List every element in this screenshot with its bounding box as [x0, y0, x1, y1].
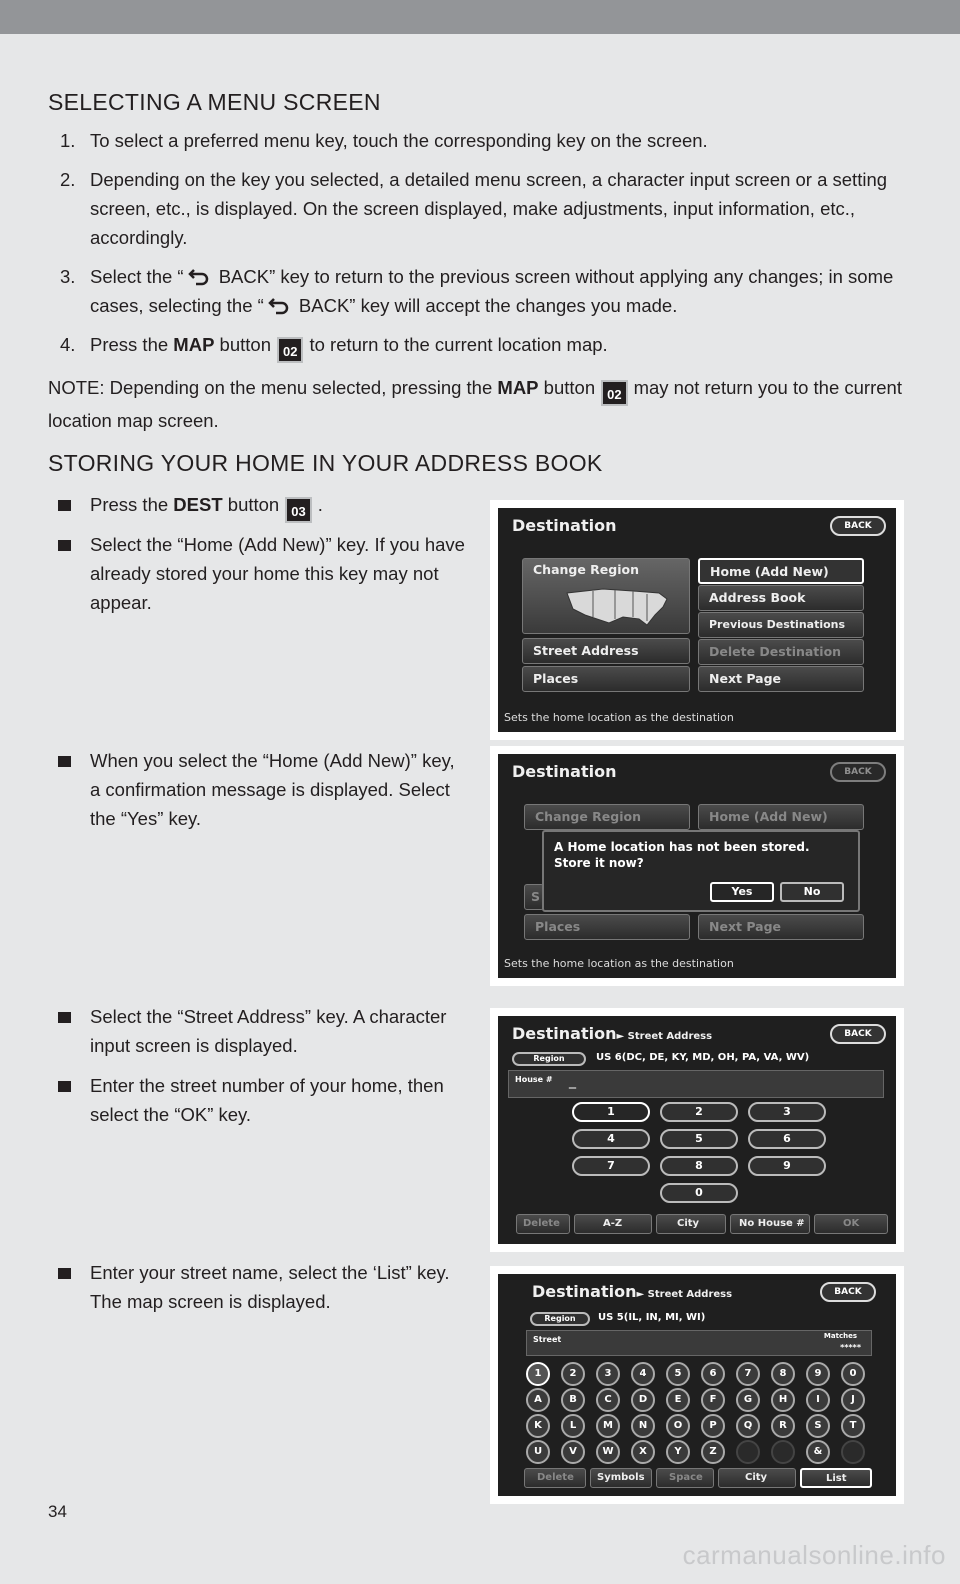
step-text: To select a preferred menu key, touch the corresponding key on the screen. — [90, 130, 708, 151]
screen-title — [532, 1282, 732, 1301]
field-label: Street — [533, 1335, 562, 1344]
bullet-street-name — [48, 1258, 468, 1316]
back-button[interactable]: BACK — [830, 1024, 886, 1044]
char-key-9[interactable]: 9 — [806, 1362, 830, 1386]
screenshot-street-name-entry — [490, 1266, 904, 1504]
bullet-house-number — [48, 1071, 468, 1129]
status-line: Sets the home location as the destination — [504, 711, 734, 724]
places-key: Places — [524, 914, 690, 940]
char-key-E[interactable]: E — [666, 1388, 690, 1412]
matches-value: ***** — [840, 1343, 861, 1352]
dest-key-label: DEST — [173, 494, 223, 515]
screen-title: Destination — [512, 516, 617, 535]
delete-destination-key[interactable]: Delete Destination — [698, 639, 864, 665]
char-key-H[interactable]: H — [771, 1388, 795, 1412]
char-key-L[interactable]: L — [561, 1414, 585, 1438]
char-key-Z[interactable]: Z — [701, 1440, 725, 1464]
step-2 — [48, 165, 920, 252]
watermark: carmanualsonline.info — [682, 1540, 946, 1570]
char-key-7[interactable]: 7 — [736, 1362, 760, 1386]
digit-key-5[interactable]: 5 — [660, 1129, 738, 1149]
bullet-select-home — [48, 530, 468, 617]
page-number: 34 — [48, 1502, 67, 1521]
nav-screen — [498, 1016, 896, 1244]
char-key-S[interactable]: S — [806, 1414, 830, 1438]
top-banner — [0, 0, 960, 34]
char-key-4[interactable]: 4 — [631, 1362, 655, 1386]
char-key-F[interactable]: F — [701, 1388, 725, 1412]
next-page-key: Next Page — [698, 914, 864, 940]
map-key-label: MAP — [173, 334, 215, 355]
char-key-5[interactable]: 5 — [666, 1362, 690, 1386]
symbols-key[interactable]: Symbols — [590, 1468, 652, 1488]
step-number: 3. — [60, 266, 76, 287]
button-number-badge: 02 — [601, 380, 627, 406]
no-house-number-key[interactable]: No House # — [730, 1214, 810, 1234]
region-button[interactable]: Region — [512, 1052, 586, 1066]
char-key-6[interactable]: 6 — [701, 1362, 725, 1386]
space-key[interactable]: Space — [656, 1468, 714, 1488]
step-3 — [48, 262, 920, 320]
house-number-field[interactable] — [508, 1070, 884, 1098]
button-number-badge: 03 — [285, 497, 311, 523]
region-button[interactable]: Region — [530, 1312, 590, 1326]
char-key-P[interactable]: P — [701, 1414, 725, 1438]
street-field[interactable] — [526, 1330, 872, 1356]
char-key-N[interactable]: N — [631, 1414, 655, 1438]
us-map-icon — [563, 585, 673, 629]
bullet-square — [58, 500, 71, 511]
blank-key[interactable] — [736, 1440, 760, 1464]
screen-title — [512, 1024, 712, 1043]
char-key-D[interactable]: D — [631, 1388, 655, 1412]
char-key-Q[interactable]: Q — [736, 1414, 760, 1438]
address-book-key[interactable]: Address Book — [698, 585, 864, 611]
change-region-key[interactable] — [522, 558, 690, 634]
breadcrumb: ► Street Address — [616, 1031, 713, 1042]
nav-screen — [498, 508, 896, 732]
char-key-O[interactable]: O — [666, 1414, 690, 1438]
char-key-2[interactable]: 2 — [561, 1362, 585, 1386]
section-selecting-menu — [48, 88, 920, 487]
char-key-Y[interactable]: Y — [666, 1440, 690, 1464]
char-key-X[interactable]: X — [631, 1440, 655, 1464]
no-button[interactable]: No — [780, 882, 844, 902]
section-title: SELECTING A MENU SCREEN — [48, 89, 381, 115]
bottom-bar — [524, 1468, 872, 1490]
street-address-key-partial: S — [524, 884, 544, 910]
step-number: 4. — [60, 334, 76, 355]
char-key-0[interactable]: 0 — [841, 1362, 865, 1386]
back-button[interactable]: BACK — [820, 1282, 876, 1302]
note-text: may not return you to the current location map screen. — [48, 377, 902, 431]
char-key-K[interactable]: K — [526, 1414, 550, 1438]
step-4 — [48, 330, 920, 363]
map-key-label: MAP — [497, 377, 539, 398]
screenshot-house-number-entry — [490, 1008, 904, 1252]
home-add-new-key: Home (Add New) — [698, 804, 864, 830]
section-title: STORING YOUR HOME IN YOUR ADDRESS BOOK — [48, 450, 603, 476]
digit-key-8[interactable]: 8 — [660, 1156, 738, 1176]
char-key-G[interactable]: G — [736, 1388, 760, 1412]
bullet-square — [58, 1012, 71, 1023]
step-text: BACK” key will accept the changes you made. — [293, 295, 678, 316]
back-button[interactable]: BACK — [830, 762, 886, 782]
char-key-B[interactable]: B — [561, 1388, 585, 1412]
bottom-bar — [516, 1214, 886, 1236]
bullet-text: Select the “Home (Add New)” key. If you have already stored your home this key may not appear. — [90, 534, 465, 613]
digit-key-2[interactable]: 2 — [660, 1102, 738, 1122]
city-key[interactable]: City — [718, 1468, 796, 1488]
step-number: 2. — [60, 169, 76, 190]
bullet-text: Press the — [90, 494, 174, 515]
screenshot-home-confirm — [490, 746, 904, 986]
key-label: Change Region — [533, 562, 640, 577]
bullet-square — [58, 756, 71, 767]
digit-key-3[interactable]: 3 — [748, 1102, 826, 1122]
digit-key-4[interactable]: 4 — [572, 1129, 650, 1149]
step-1 — [48, 126, 920, 155]
back-arrow-icon — [188, 266, 210, 286]
yes-button[interactable]: Yes — [710, 882, 774, 902]
dialog-message-line2: Store it now? — [554, 856, 644, 870]
delete-key[interactable]: Delete — [516, 1214, 570, 1234]
step-text: BACK” key to return to the previous screen without applying any changes; in some cases, selecting the “ — [90, 266, 894, 316]
field-label: House # — [515, 1075, 553, 1084]
char-key-U[interactable]: U — [526, 1440, 550, 1464]
bullet-square — [58, 540, 71, 551]
dialog-message-line1: A Home location has not been stored. — [554, 840, 810, 854]
places-key[interactable]: Places — [522, 666, 690, 692]
char-key-M[interactable]: M — [596, 1414, 620, 1438]
char-key-A[interactable]: A — [526, 1388, 550, 1412]
step-text: to return to the current location map. — [309, 334, 608, 355]
screenshot-destination-menu — [490, 500, 904, 740]
matches-label: Matches — [823, 1332, 857, 1340]
note-text: NOTE: Depending on the menu selected, pressing the — [48, 377, 498, 398]
home-add-new-key[interactable]: Home (Add New) — [698, 558, 864, 584]
char-key-3[interactable]: 3 — [596, 1362, 620, 1386]
field-cursor: _ — [569, 1073, 576, 1089]
bullet-text: Select the “Street Address” key. A character input screen is displayed. — [90, 1006, 447, 1056]
blank-key[interactable] — [771, 1440, 795, 1464]
ok-key[interactable]: OK — [814, 1214, 888, 1234]
back-arrow-icon — [268, 295, 290, 315]
step-text: Depending on the key you selected, a detailed menu screen, a character input screen or a setting screen, etc., is displayed. On the screen displayed, make adjustments, input information, etc., accordingly. — [90, 169, 888, 248]
change-region-key: Change Region — [524, 804, 690, 830]
bullet-text: Enter your street name, select the ‘List” key. The map screen is displayed. — [90, 1262, 450, 1312]
bullet-text: button — [222, 494, 280, 515]
title-text: Destination — [532, 1282, 637, 1301]
bullet-street-address — [48, 1002, 468, 1060]
city-key[interactable]: City — [656, 1214, 726, 1234]
nav-screen — [498, 754, 896, 978]
char-key-C[interactable]: C — [596, 1388, 620, 1412]
digit-key-0[interactable]: 0 — [660, 1183, 738, 1203]
delete-key[interactable]: Delete — [524, 1468, 586, 1488]
char-key-V[interactable]: V — [561, 1440, 585, 1464]
breadcrumb: ► Street Address — [636, 1289, 733, 1300]
list-key[interactable]: List — [800, 1468, 872, 1488]
bullet-confirm — [48, 746, 468, 833]
step-number: 1. — [60, 130, 76, 151]
bullet-square — [58, 1081, 71, 1092]
digit-key-6[interactable]: 6 — [748, 1129, 826, 1149]
bullet-text: Enter the street number of your home, then select the “OK” key. — [90, 1075, 444, 1125]
note-text: button — [538, 377, 596, 398]
char-key-W[interactable]: W — [596, 1440, 620, 1464]
street-address-key[interactable]: Street Address — [522, 638, 690, 664]
char-key-T[interactable]: T — [841, 1414, 865, 1438]
next-page-key[interactable]: Next Page — [698, 666, 864, 692]
region-value: US 6(DC, DE, KY, MD, OH, PA, VA, WV) — [596, 1052, 810, 1063]
note — [48, 373, 920, 435]
char-key-1[interactable]: 1 — [526, 1362, 550, 1386]
char-key-J[interactable]: J — [841, 1388, 865, 1412]
step-text: Select the “ — [90, 266, 184, 287]
region-value: US 5(IL, IN, MI, WI) — [598, 1312, 706, 1323]
status-line: Sets the home location as the destination — [504, 957, 734, 970]
digit-key-7[interactable]: 7 — [572, 1156, 650, 1176]
step-text: button — [214, 334, 271, 355]
char-key-I[interactable]: I — [806, 1388, 830, 1412]
title-text: Destination — [512, 1024, 617, 1043]
step-text: Press the — [90, 334, 174, 355]
digit-key-1[interactable]: 1 — [572, 1102, 650, 1122]
confirm-dialog — [542, 830, 860, 912]
char-key-8[interactable]: 8 — [771, 1362, 795, 1386]
char-key-R[interactable]: R — [771, 1414, 795, 1438]
bullet-text: When you select the “Home (Add New)” key, a confirmation message is displayed. Select the “Yes” key. — [90, 750, 455, 829]
char-key-&[interactable]: & — [806, 1440, 830, 1464]
digit-key-9[interactable]: 9 — [748, 1156, 826, 1176]
nav-screen — [498, 1274, 896, 1496]
back-button[interactable]: BACK — [830, 516, 886, 536]
a-z-key[interactable]: A-Z — [574, 1214, 652, 1234]
bullet-press-dest — [48, 490, 468, 523]
button-number-badge: 02 — [277, 337, 303, 363]
blank-key[interactable] — [841, 1440, 865, 1464]
bullet-square — [58, 1268, 71, 1279]
bullet-text: . — [317, 494, 323, 515]
screen-title: Destination — [512, 762, 617, 781]
previous-destinations-key[interactable]: Previous Destinations — [698, 612, 864, 638]
